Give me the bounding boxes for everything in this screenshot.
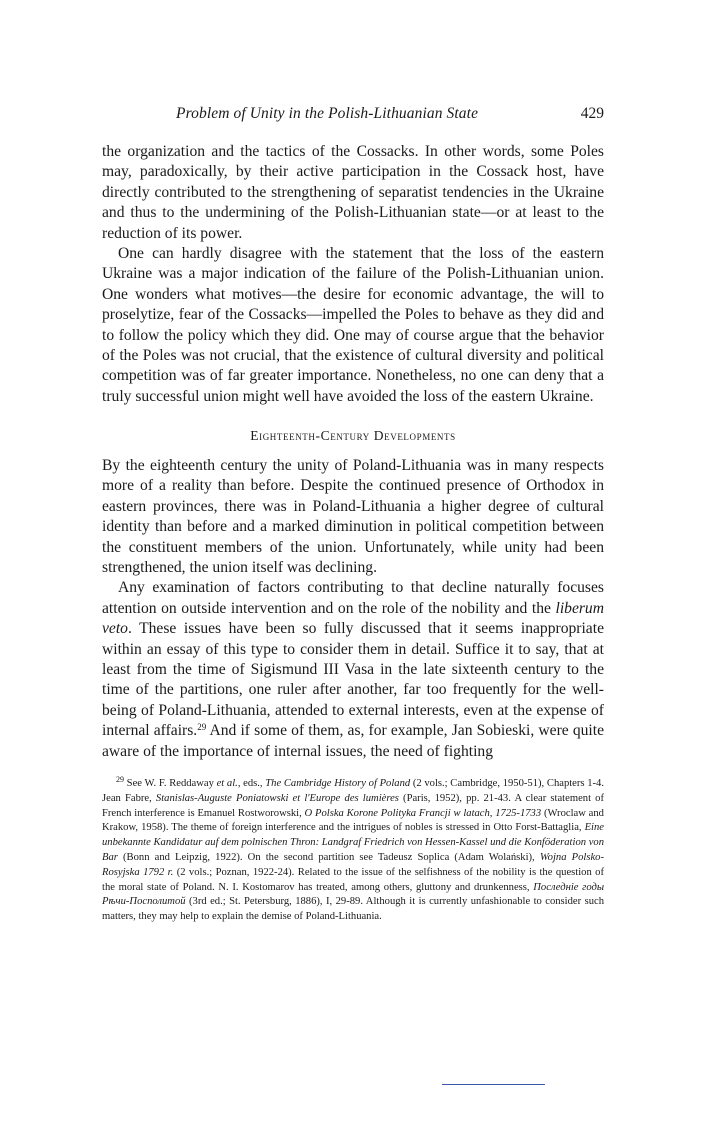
running-title: Problem of Unity in the Polish-Lithuanian State — [176, 105, 479, 122]
page-number: 429 — [580, 105, 604, 122]
fn-text: (3rd ed.; St. Petersburg, 1886), I, 29-89. Although it is currently unfashionable to consider such matters, they may help to explain the demise of Poland-Lithuania. — [102, 896, 604, 923]
fn-text: (Wroclaw and Krakow, 1958). The theme of foreign interference and the intrigues of nobles is stressed in Otto Forst-Battaglia, — [102, 807, 604, 834]
fn-text: (2 vols.; Cambridge, 1950-51), Chapters 1-4. Jean Fabre, — [102, 778, 604, 804]
text-run: . These issues have been so fully discussed that it seems inappropriate within an essay of this type to consider them in detail. Suffice it to say, that at least from the time of Sigismund III Vasa in the late sixteenth century to the time of the partitions, one ruler after another, far too frequently for the well-being of Poland-Lithuania, attended to external interests, even at the expense of internal affairs. — [102, 620, 604, 740]
text-run: And if some of them, as, for example, Jan Sobieski, were quite aware of the importance of internal issues, the need of fighting — [102, 722, 604, 760]
italic-term: liberum veto — [102, 599, 604, 638]
footnote-reference[interactable]: 29 — [197, 722, 207, 733]
footnote — [102, 773, 604, 925]
fn-italic: Stanislas-Auguste Poniatowski et l'Europe des lumières — [155, 792, 399, 804]
body-text-block-1 — [102, 142, 604, 407]
fn-italic: The Cambridge History of Poland — [265, 778, 411, 789]
paragraph: the organization and the tactics of the Cossacks. In other words, some Poles may, paradoxically, by their active participation in the Cossack host, have directly contributed to the strengthening of separatist tendencies in the Ukraine and thus to the undermining of the Polish-Lithuanian state—or at least to the reduction of its power. — [102, 143, 604, 242]
fn-italic: O Polska Korone Polityka Francji w latach, 1725-1733 — [304, 807, 542, 819]
paragraph: One can hardly disagree with the statement that the loss of the eastern Ukraine was a major indication of the failure of the Polish-Lithuanian union. One wonders what motives—the desire for economic advantage, the will to proselytize, fear of the Cossacks—impelled the Poles to behave as they did and to follow the policy which they did. One may of course argue that the behavior of the Poles was not crucial, that the existence of cultural diversity and political competition was of far greater importance. Nonetheless, no one can deny that a truly successful union might well have avoided the loss of the eastern Ukraine. — [102, 245, 604, 405]
fn-text: (Paris, 1952), pp. 21-43. A clear statement of French interference is Emanuel Rostworowski, — [102, 792, 604, 819]
section-heading: Eighteenth-Century Developments — [250, 428, 456, 443]
paragraph — [102, 578, 604, 762]
fn-text: (2 vols.; Poznan, 1922-24). Related to the issue of the selfishness of the nobility is the question of the moral state of Poland. N. I. Kostomarov has treated, among others, gluttony and drunkenness, — [102, 866, 604, 893]
bottom-rule — [442, 1084, 545, 1085]
fn-italic: Последніе годы Рѣчи-Посполитой — [102, 881, 605, 908]
text-run: Any examination of factors contributing to that decline naturally focuses attention on outside intervention and on the role of the nobility and the — [102, 579, 604, 617]
fn-text: , eds., — [237, 778, 266, 789]
body-text-block-2 — [102, 456, 604, 762]
footnotes — [102, 773, 604, 925]
paragraph: By the eighteenth century the unity of Poland-Lithuania was in many respects more of a reality than before. Despite the continued presence of Orthodox in eastern provinces, there was in Poland-Lithuania a higher degree of cultural identity than before and a marked diminution in political competition between the constituent members of the union. Unfortunately, while unity had been strengthened, the union itself was declining. — [102, 457, 604, 577]
fn-italic: Eine unbekannte Kandidatur auf dem polnischen Thron: Landgraf Friedrich von Hessen-Kassel und die Konföderation von Bar — [102, 822, 604, 863]
fn-text: See W. F. Reddaway — [124, 778, 217, 789]
footnote-mark: 29 — [116, 775, 124, 784]
fn-italic: et al. — [216, 778, 238, 789]
fn-italic: Wojna Polsko-Rosyjska 1792 r. — [102, 851, 604, 878]
running-head — [102, 105, 604, 129]
fn-text: (Bonn and Leipzig, 1922). On the second partition see Tadeusz Soplica (Adam Wolański), — [117, 851, 540, 863]
